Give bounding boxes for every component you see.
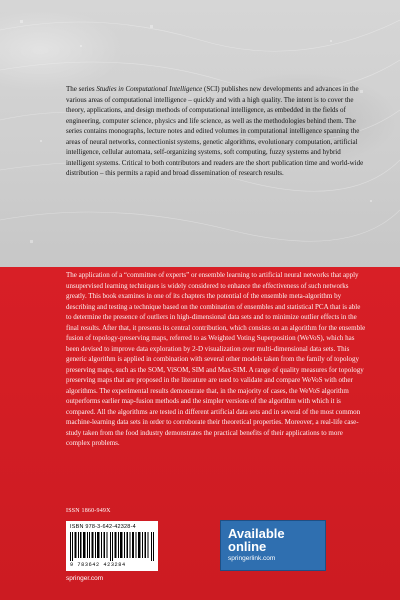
available-online-badge — [220, 520, 326, 571]
isbn-barcode — [66, 521, 158, 571]
barcode-digits: 9 783642 423284 — [70, 562, 126, 568]
issn-label: ISSN 1860-949X — [66, 508, 111, 514]
series-title: Studies in Computational Intelligence — [96, 85, 203, 93]
barcode-icon — [70, 532, 154, 561]
series-body: (SCI) publishes new developments and advances in the various areas of computational intelligence – quickly and with a high quality. The intent is to cover the theory, applications, and design methods of computational intelligence, as embedded in the fields of engineering, computer science, physics and life science, as well as the methodologies behind them. The series contains monographs, lecture notes and edited volumes in computational intelligence spanning the areas of neural networks, connectionist systems, genetic algorithms, evolutionary computation, artificial intelligence, cellular automata, self-organizing systems, soft computing, fuzzy systems and hybrid intelligent systems. Critical to both contributors and readers are the short publication time and world-wide distribution – this permits a rapid and broad dissemination of research results. — [66, 85, 364, 177]
publisher-url: springer.com — [66, 575, 104, 582]
series-description — [66, 84, 366, 179]
series-intro: The series — [66, 85, 97, 93]
online-label: online — [228, 539, 267, 554]
series-panel — [0, 0, 400, 267]
springerlink-url: springerlink.com — [228, 555, 276, 562]
book-abstract: The application of a “committee of experts” or ensemble learning to artificial neural networks that apply unsupervised learning techniques is widely considered to enhance the effectiveness of such networks greatly. This book examines in one of its chapters the potential of the ensemble meta-algorithm by describing and testing a technique based on the combination of ensembles and statistical PCA that is able to determine the presence of outliers in high-dimensional data sets and to minimize outlier effects in the final results. After that, it presents its central contribution, which consists on an algorithm for the ensemble fusion of topology-preserving maps, referred to as Weighted Voting Superposition (WeVoS), which has been devised to improve data exploration by 2-D visualization over multi-dimensional data sets. This generic algorithm is applied in combination with several other models taken from the family of topology preserving maps, such as the SOM, ViSOM, SIM and Max-SIM. A range of quality measures for topology preserving maps that are proposed in the literature are used to validate and compare WeVoS with other algorithms. The experimental results demonstrate that, in the majority of cases, the WeVoS algorithm outperforms earlier map-fusion methods and the simpler versions of the algorithm with which it is compared. All the algorithms are tested in different artificial data sets and in several of the most common machine-learning data sets in order to corroborate their theoretical properties. Moreover, a real-life case-study taken from the food industry demonstrates the practical benefits of their applications to more complex problems. — [66, 271, 366, 447]
isbn-number: ISBN 978-3-642-42328-4 — [70, 524, 136, 530]
available-label: Available — [228, 526, 285, 541]
